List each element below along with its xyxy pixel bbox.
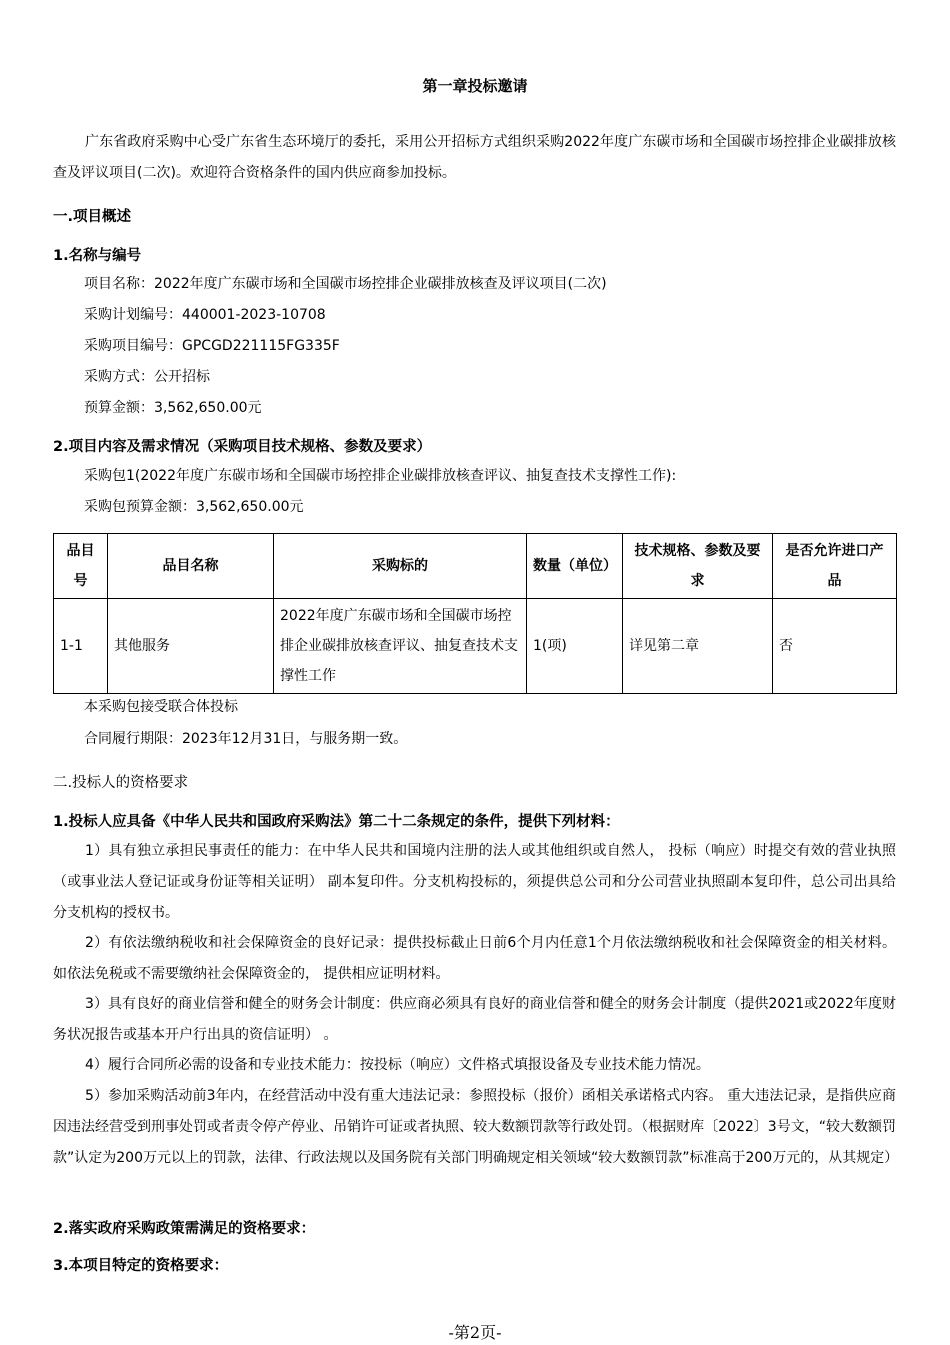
- table-row: [54, 599, 897, 694]
- cell-item-no: 1-1: [54, 599, 108, 694]
- project-name: 项目名称：2022年度广东碳市场和全国碳市场控排企业碳排放核查及评议项目(二次): [84, 276, 607, 292]
- header-import-allowed: 是否允许进口产品: [773, 534, 897, 599]
- cell-import-allowed: 否: [773, 599, 897, 694]
- section1-heading: 一.项目概述: [53, 209, 132, 225]
- header-quantity: 数量（单位）: [527, 534, 623, 599]
- joint-bid-note: 本采购包接受联合体投标: [84, 699, 238, 715]
- cell-quantity: 1(项): [527, 599, 623, 694]
- project-number: 采购项目编号：GPCGD221115FG335F: [84, 338, 340, 354]
- page-number: -第2页-: [448, 1323, 502, 1342]
- project-content-heading: 2.项目内容及需求情况（采购项目技术规格、参数及要求）: [53, 439, 432, 455]
- qualification-heading: 1.投标人应具备《中华人民共和国政府采购法》第二十二条规定的条件，提供下列材料：: [53, 814, 620, 830]
- policy-requirements-heading: 2.落实政府采购政策需满足的资格要求：: [53, 1221, 316, 1237]
- qualification-item-5: 5）参加采购活动前3年内，在经营活动中没有重大违法记录：参照投标（报价）函相关承诺格式内容。 重大违法记录，是指供应商因违法经营受到刑事处罚或者责令停产停业、吊销许可证或者执照、较大数额罚款等行政处罚。（根据财库〔2022〕3号文，“较大数额罚款”认定为200万元以上的罚款，法律、行政法规以及国务院有关部门明确规定相关领域“较大数额罚款”标准高于200万元的，从其规定）: [53, 1088, 899, 1166]
- cell-subject: 2022年度广东碳市场和全国碳市场控排企业碳排放核查评议、抽复查技术支撑性工作: [274, 599, 527, 694]
- cell-item-name: 其他服务: [108, 599, 274, 694]
- header-item-name: 品目名称: [108, 534, 274, 599]
- package-description: 采购包1(2022年度广东碳市场和全国碳市场控排企业碳排放核查评议、抽复查技术支撑性工作):: [84, 468, 677, 484]
- header-specs: 技术规格、参数及要求: [623, 534, 773, 599]
- qualification-item-3: 3）具有良好的商业信誉和健全的财务会计制度：供应商必须具有良好的商业信誉和健全的财务会计制度（提供2021或2022年度财务状况报告或基本开户行出具的资信证明） 。: [53, 996, 896, 1043]
- plan-number: 采购计划编号：440001-2023-10708: [84, 307, 326, 323]
- table-header-row: [54, 534, 897, 599]
- qualification-item-2: 2）有依法缴纳税收和社会保障资金的良好记录：提供投标截止日前6个月内任意1个月依法缴纳税收和社会保障资金的相关材料。 如依法免税或不需要缴纳社会保障资金的， 提供相应证明材料。: [53, 935, 896, 982]
- section2-heading: 二.投标人的资格要求: [53, 775, 189, 791]
- qualification-item-1: 1）具有独立承担民事责任的能力：在中华人民共和国境内注册的法人或其他组织或自然人， 投标（响应）时提交有效的营业执照（或事业法人登记证或身份证等相关证明） 副本复印件。分支机构投标的，须提供总公司和分公司营业执照副本复印件，总公司出具给分支机构的授权书。: [53, 843, 896, 921]
- specific-requirements-heading: 3.本项目特定的资格要求：: [53, 1258, 229, 1274]
- procurement-method: 采购方式：公开招标: [84, 369, 210, 385]
- header-item-no: 品目号: [54, 534, 108, 599]
- chapter-title: 第一章投标邀请: [422, 77, 528, 95]
- header-subject: 采购标的: [274, 534, 527, 599]
- package-budget: 采购包预算金额：3,562,650.00元: [84, 499, 304, 515]
- name-and-number-heading: 1.名称与编号: [53, 248, 142, 264]
- procurement-table: [53, 533, 897, 694]
- qualification-item-4: 4）履行合同所必需的设备和专业技术能力：按投标（响应）文件格式填报设备及专业技术能力情况。: [85, 1057, 710, 1073]
- cell-specs: 详见第二章: [623, 599, 773, 694]
- intro-paragraph: 广东省政府采购中心受广东省生态环境厅的委托，采用公开招标方式组织采购2022年度广东碳市场和全国碳市场控排企业碳排放核查及评议项目(二次)。欢迎符合资格条件的国内供应商参加投标。: [53, 134, 896, 181]
- budget-amount: 预算金额：3,562,650.00元: [84, 400, 262, 416]
- contract-period: 合同履行期限：2023年12月31日，与服务期一致。: [84, 731, 408, 747]
